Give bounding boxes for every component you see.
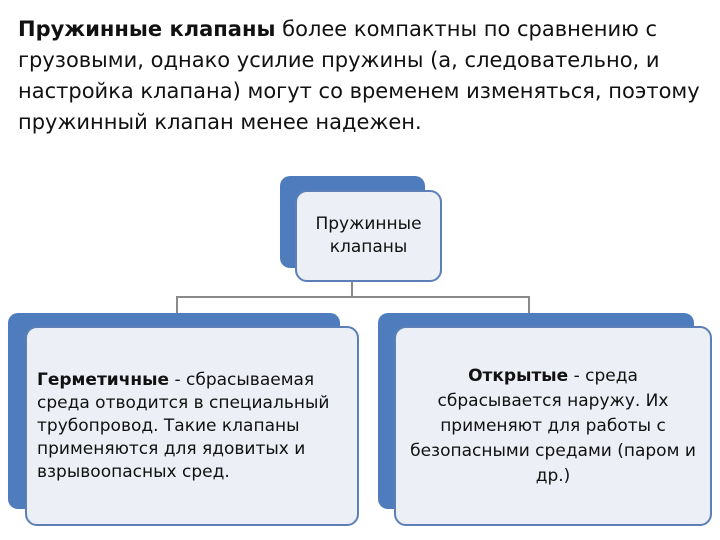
left-box [25,326,359,526]
left-box-title: Герметичные [37,369,170,390]
right-box [394,326,712,526]
intro-paragraph [18,14,708,138]
intro-bold-term: Пружинные клапаны [18,17,276,41]
top-box [295,190,442,282]
connector-horizontal [176,296,530,298]
connector-right-drop [528,296,530,314]
left-box-text [27,369,357,484]
left-box-description: - сбрасываемая среда отводится в специальный трубопровод. Такие клапаны применяются для ядовитых и взрывоопасных сред. [37,369,330,482]
connector-left-drop [176,296,178,314]
intro-text: более компактны по сравнению с грузовыми, однако усилие пружины (а, следовательно, и настройка клапана) могут со временем изменяться, поэтому пружинный клапан менее надежен. [18,17,700,134]
top-box-label: Пружинные клапаны [315,214,422,257]
right-box-text [396,364,710,489]
right-box-title: Открытые [468,365,569,386]
right-box-description: - среда сбрасывается наружу. Их применяют для работы с безопасными средами (паром и др.) [410,365,696,486]
